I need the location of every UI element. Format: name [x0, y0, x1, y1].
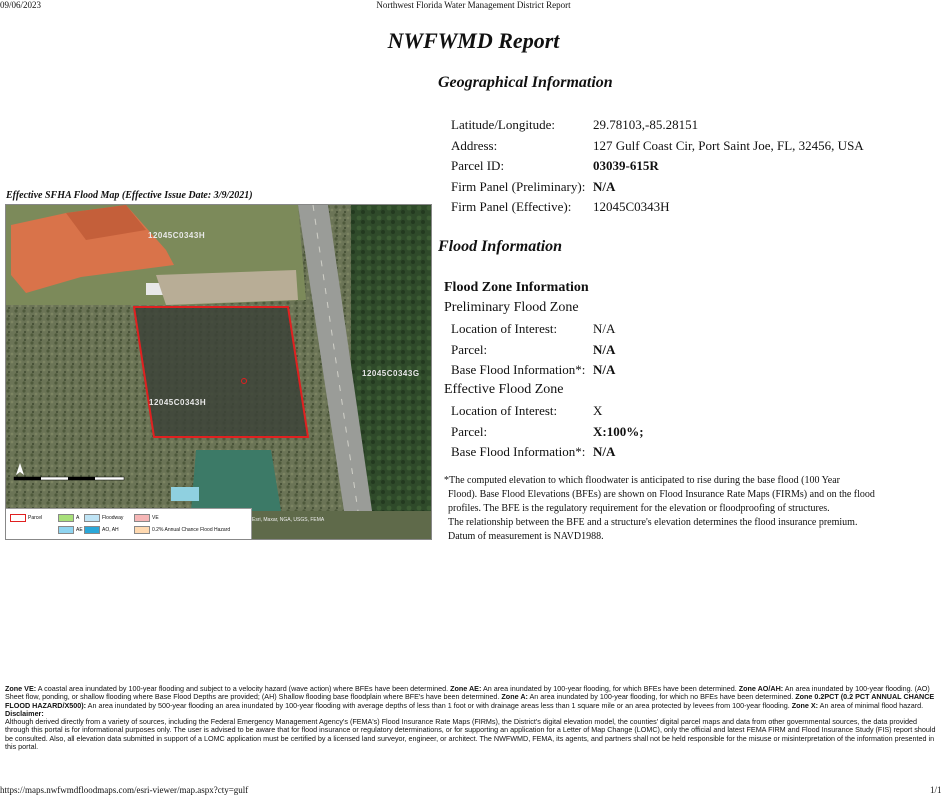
legend-swatch [10, 514, 26, 522]
geo-row [451, 158, 931, 176]
geo-row-label: Latitude/Longitude: [451, 117, 555, 132]
effective-row-label: Base Flood Information*: [451, 444, 586, 459]
legend-swatch [84, 526, 100, 534]
zone-a-text: An area inundated by 100-year flooding, for which no BFEs have been determined. [527, 692, 796, 702]
flood-zone-heading: Flood Zone Information [444, 280, 589, 295]
preliminary-row [451, 362, 851, 380]
map-imagery [6, 205, 432, 511]
geo-row [451, 199, 931, 217]
geo-row-value: N/A [593, 178, 616, 194]
preliminary-row [451, 321, 851, 339]
legend-label: VE [152, 515, 159, 521]
geo-row-label: Firm Panel (Effective): [451, 199, 572, 214]
zone-x-label: Zone X: [791, 700, 819, 710]
legend-label: 0.2% Annual Chance Flood Hazard [152, 527, 231, 533]
geo-row-label: Firm Panel (Preliminary): [451, 178, 586, 194]
bfe-note-line: Datum of measurement is NAVD1988. [448, 531, 604, 542]
effective-row-value: N/A [593, 444, 616, 459]
zone-ae-text: An area inundated by 100-year flooding, for which BFEs have been determined. [481, 684, 739, 693]
preliminary-row-label: Location of Interest: [451, 321, 558, 336]
legend-label: Floodway [102, 515, 124, 521]
panel-tag-3: 12045C0343G [362, 369, 420, 378]
print-header-title: Northwest Florida Water Management District Report [376, 0, 571, 10]
geo-row-value: 127 Gulf Coast Cir, Port Saint Joe, FL, 32456, USA [593, 137, 864, 153]
geo-row [451, 179, 931, 197]
zone-02pct-text: An area inundated by 500-year flooding an area inundated by 100-year flooding with average depths of less than 1 foot or with drainage areas less than 1 square mile or an area protected by levees from 100-year flooding. [86, 700, 792, 710]
preliminary-row-label: Parcel: [451, 341, 488, 357]
disclaimer-text: Although derived directly from a variety of sources, including the Federal Emergency Management Agency's (FEMA's) Flood Insurance Rate Maps (FIRMs), the District's digital elevation model, the counties' digital parcel maps and data from other governmental sources, the data provided through this portal is for informational purposes only. The user is advised to be aware that for flood insurance or regulatory determinations, or for supporting an application for a Letter of Map Change (LOMC), only the official and latest FEMA FIRM and Flood Insurance Study (FIS) report should be consulted. Also, all elevation data submitted in support of a LOMC application must be certified by a licensed land surveyor, engineer, or architect. The NWFWMD, FEMA, its agents, and partners shall not be held responsible for the misuse or misinterpretation of the information presented in this portal. [5, 717, 936, 752]
preliminary-row-value: N/A [593, 321, 616, 336]
geo-row [451, 117, 931, 135]
flood-map[interactable] [5, 204, 432, 540]
bfe-note [444, 474, 934, 544]
bfe-note-line: Flood). Base Flood Elevations (BFEs) are shown on Flood Insurance Rate Maps (FIRMs) and on the flood [448, 489, 875, 500]
effective-row-label: Parcel: [451, 423, 488, 439]
zone-02pct-label: Zone 0.2PCT (0.2 PCT ANNUAL CHANCE FLOOD HAZARD/X500): [5, 692, 935, 710]
legend-label: AE [76, 527, 83, 533]
zone-ve-text: A coastal area inundated by 100-year flooding and subject to a velocity hazard (wave action) where BFEs have been determined. [36, 684, 451, 693]
geo-row-label: Parcel ID: [451, 158, 505, 173]
report-title: NWFWMD Report [387, 28, 560, 53]
zone-ve-label: Zone VE: [5, 684, 37, 693]
preliminary-row-value: N/A [593, 341, 616, 357]
effective-row [451, 424, 851, 442]
geo-row-value: 12045C0343H [593, 199, 670, 214]
map-legend [6, 508, 252, 539]
zone-x-text: An area of minimal flood hazard. [818, 700, 924, 710]
effective-zone-title: Effective Flood Zone [444, 382, 564, 397]
effective-row [451, 403, 851, 421]
map-caption: Effective SFHA Flood Map (Effective Issue Date: 3/9/2021) [6, 190, 253, 201]
zone-a-label: Zone A: [501, 692, 528, 702]
zone-ae-label: Zone AE: [450, 684, 482, 693]
legend-label: A [76, 515, 80, 521]
panel-tag-1: 12045C0343H [148, 231, 206, 240]
effective-row-value: X [593, 403, 603, 418]
legend-swatch [58, 526, 74, 534]
flood-heading: Flood Information [438, 238, 563, 255]
effective-row-value: X:100%; [593, 423, 644, 439]
preliminary-zone-title: Preliminary Flood Zone [444, 300, 579, 315]
geo-heading: Geographical Information [438, 74, 613, 91]
geo-row-value: 03039-615R [593, 158, 659, 173]
geo-row-label: Address: [451, 137, 498, 153]
bfe-note-line: profiles. The BFE is the regulatory requirement for the elevation or floodproofing of structures. [448, 503, 830, 514]
page-number: 1/1 [930, 785, 942, 795]
zone-aoah-label: Zone AO/AH: [738, 684, 784, 693]
preliminary-row-label: Base Flood Information*: [451, 362, 586, 377]
disclaimer-label: Disclaimer: [5, 708, 44, 718]
geo-row-value: 29.78103,-85.28151 [593, 117, 699, 132]
legend-swatch [84, 514, 100, 522]
preliminary-row [451, 342, 851, 360]
map-attribution: Esri, Maxar, NGA, USGS, FEMA [252, 517, 325, 523]
bfe-note-line: *The computed elevation to which floodwater is anticipated to rise during the base flood (100 Year [444, 475, 841, 486]
bfe-note-line: The relationship between the BFE and a structure's elevation determines the flood insurance premium. [448, 517, 858, 528]
panel-tag-2: 12045C0343H [149, 398, 207, 407]
page-url: https://maps.nwfwmdfloodmaps.com/esri-viewer/map.aspx?cty=gulf [0, 785, 249, 795]
effective-row [451, 444, 851, 462]
zone-definitions [5, 685, 943, 751]
zone-aoah-text: An area inundated by 100-year flooding. (AO) Sheet flow, ponding, or shallow flooding where Base Flood Depths are provided; (AH) Shallow flooding base floodplain where BFE's have been determined. [5, 684, 930, 702]
legend-swatch [58, 514, 74, 522]
legend-swatch [134, 514, 150, 522]
geo-row [451, 138, 931, 156]
legend-label: Parcel [28, 515, 43, 521]
legend-swatch [134, 526, 150, 534]
effective-row-label: Location of Interest: [451, 403, 558, 418]
print-date: 09/06/2023 [0, 0, 42, 10]
preliminary-row-value: N/A [593, 362, 616, 377]
legend-label: AO, AH [102, 527, 119, 533]
